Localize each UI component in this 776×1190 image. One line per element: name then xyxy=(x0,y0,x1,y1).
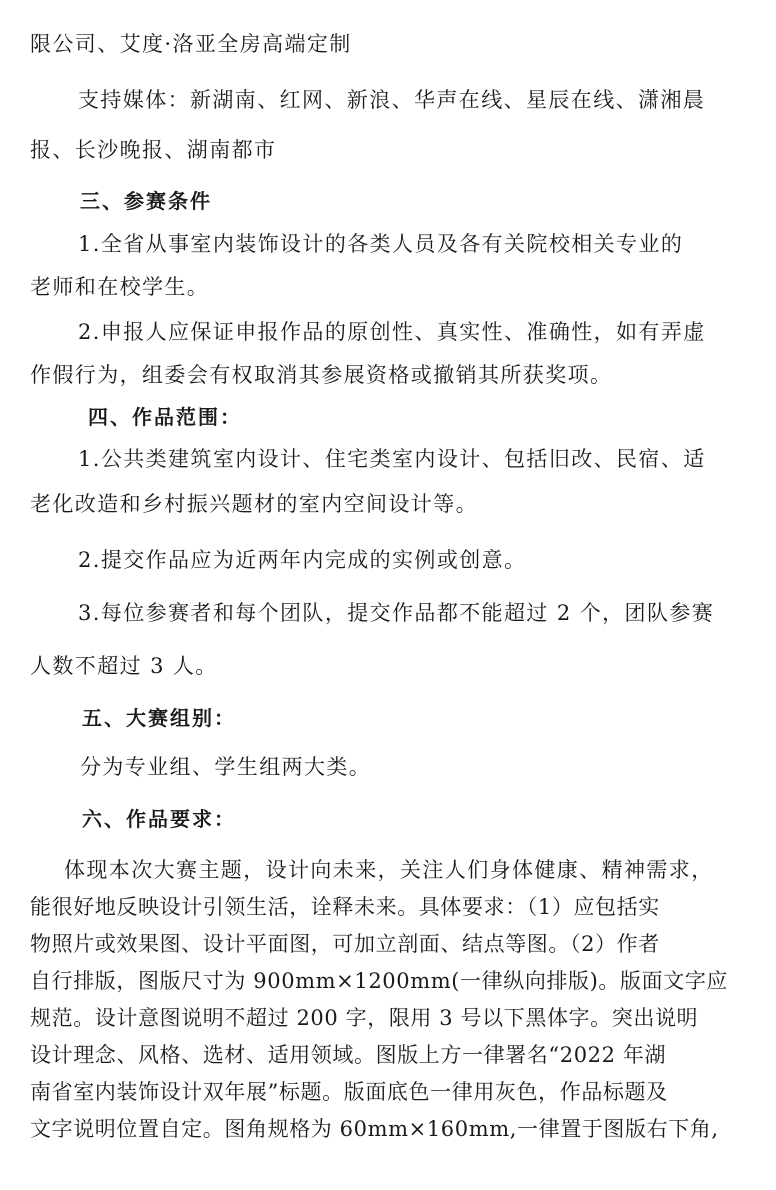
text-line-requirements-1: 体现本次大赛主题，设计向未来，关注人们身体健康、精神需求， xyxy=(64,858,714,882)
text-line-groups: 分为专业组、学生组两大类。 xyxy=(80,755,372,779)
text-line-scope-1-continued: 老化改造和乡村振兴题材的室内空间设计等。 xyxy=(30,492,478,516)
text-line-scope-2: 2.提交作品应为近两年内完成的实例或创意。 xyxy=(78,548,527,572)
text-line-requirements-6: 设计理念、风格、选材、适用领域。图版上方一律署名“2022 年湖 xyxy=(30,1043,667,1067)
section-heading-eligibility: 三、参赛条件 xyxy=(80,189,212,213)
text-line-requirements-4: 自行排版，图版尺寸为 900mm×1200mm(一律纵向排版)。版面文字应 xyxy=(30,969,729,993)
text-line-media-support: 支持媒体：新湖南、红网、新浪、华声在线、星辰在线、潇湘晨 xyxy=(78,88,706,112)
text-line-eligibility-1-continued: 老师和在校学生。 xyxy=(30,275,210,299)
text-line-sponsor-continued: 限公司、艾度·洛亚全房高端定制 xyxy=(30,32,352,56)
text-line-scope-3-continued: 人数不超过 3 人。 xyxy=(30,654,218,678)
text-line-requirements-7: 南省室内装饰设计双年展”标题。版面底色一律用灰色，作品标题及 xyxy=(30,1080,668,1104)
section-heading-scope: 四、作品范围： xyxy=(88,405,242,429)
text-line-requirements-3: 物照片或效果图、设计平面图，可加立剖面、结点等图。（2）作者 xyxy=(30,932,660,956)
text-line-eligibility-2-continued: 作假行为，组委会有权取消其参展资格或撤销其所获奖项。 xyxy=(30,363,613,387)
text-line-requirements-8: 文字说明位置自定。图角规格为 60mm×160mm,一律置于图版右下角, xyxy=(30,1117,719,1141)
text-line-requirements-5: 规范。设计意图说明不超过 200 字，限用 3 号以下黑体字。突出说明 xyxy=(30,1006,699,1030)
section-heading-requirements: 六、作品要求： xyxy=(82,807,236,831)
section-heading-groups: 五、大赛组别： xyxy=(82,706,236,730)
text-line-requirements-2: 能很好地反映设计引领生活，诠释未来。具体要求：（1）应包括实 xyxy=(30,895,660,919)
text-line-scope-3: 3.每位参赛者和每个团队，提交作品都不能超过 2 个，团队参赛 xyxy=(78,601,715,625)
text-line-eligibility-2: 2.申报人应保证申报作品的原创性、真实性、准确性，如有弄虚 xyxy=(78,320,706,344)
text-line-media-support-continued: 报、长沙晚报、湖南都市 xyxy=(30,138,277,162)
text-line-scope-1: 1.公共类建筑室内设计、住宅类室内设计、包括旧改、民宿、适 xyxy=(78,447,706,471)
text-line-eligibility-1: 1.全省从事室内装饰设计的各类人员及各有关院校相关专业的 xyxy=(78,232,684,256)
